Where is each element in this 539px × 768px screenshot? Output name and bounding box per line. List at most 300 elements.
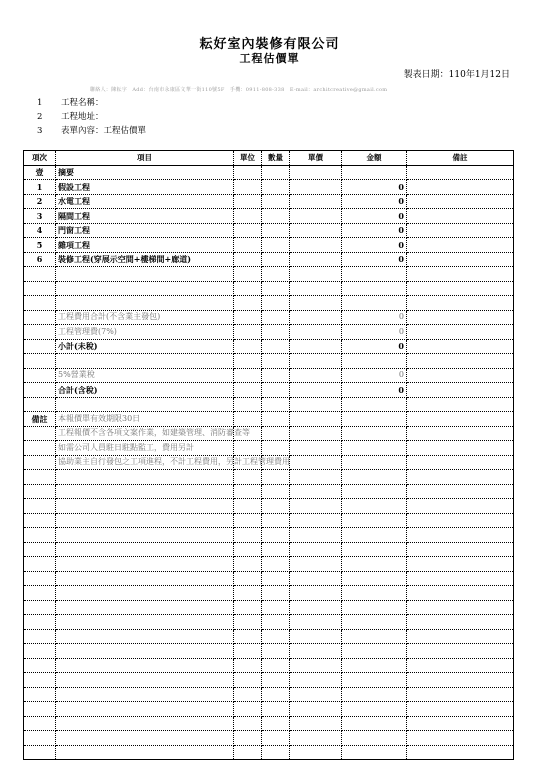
table-row bbox=[24, 586, 514, 601]
cell-amount bbox=[342, 528, 407, 543]
cell-unit bbox=[234, 180, 262, 195]
cell-remark bbox=[407, 716, 514, 731]
cell-no bbox=[24, 731, 56, 746]
cell-unit bbox=[234, 441, 262, 456]
cell-unit bbox=[234, 644, 262, 659]
cell-item: 雜項工程 bbox=[56, 238, 234, 253]
table-row bbox=[24, 513, 514, 528]
cell-no: 備註 bbox=[24, 412, 56, 427]
contact-line: 聯絡人：陳耘宇 Add：台南市永康區文華一街110號5F 手機：0911-808-338 E-mail：architcreative@gmail.com bbox=[90, 87, 388, 93]
cell-qty bbox=[262, 745, 290, 760]
cell-item bbox=[56, 281, 234, 296]
cell-remark bbox=[407, 223, 514, 238]
cell-item: 假設工程 bbox=[56, 180, 234, 195]
cell-no bbox=[24, 702, 56, 717]
cell-amount bbox=[342, 615, 407, 630]
cell-amount bbox=[342, 499, 407, 514]
cell-unit bbox=[234, 383, 262, 398]
cell-item bbox=[56, 731, 234, 746]
cell-qty bbox=[262, 267, 290, 282]
cell-remark bbox=[407, 513, 514, 528]
cell-no bbox=[24, 542, 56, 557]
cell-amount: 0 bbox=[342, 180, 407, 195]
cell-price bbox=[290, 513, 342, 528]
cell-item: 協助業主自行發包之工項進程，不計工程費用，另計工程管理費用 bbox=[56, 455, 234, 470]
cell-amount: 0 bbox=[342, 223, 407, 238]
header-remark: 備註 bbox=[407, 151, 514, 166]
cell-price bbox=[290, 368, 342, 383]
table-row bbox=[24, 644, 514, 659]
cell-amount bbox=[342, 484, 407, 499]
cell-item: 工程報價不含各項文案作業，如建築管理、消防審查等 bbox=[56, 426, 234, 441]
header-no: 項次 bbox=[24, 151, 56, 166]
cell-qty bbox=[262, 412, 290, 427]
cell-price bbox=[290, 267, 342, 282]
cell-no: 4 bbox=[24, 223, 56, 238]
cell-qty bbox=[262, 194, 290, 209]
cell-remark bbox=[407, 412, 514, 427]
cell-item bbox=[56, 484, 234, 499]
cell-amount bbox=[342, 470, 407, 485]
cell-amount bbox=[342, 571, 407, 586]
cell-unit bbox=[234, 571, 262, 586]
table-row bbox=[24, 397, 514, 412]
cell-item bbox=[56, 687, 234, 702]
cell-item bbox=[56, 644, 234, 659]
info-number: 2 bbox=[37, 112, 43, 122]
cell-no bbox=[24, 441, 56, 456]
table-row bbox=[24, 731, 514, 746]
header-amount: 金額 bbox=[342, 151, 407, 166]
cell-price bbox=[290, 557, 342, 572]
cell-price bbox=[290, 296, 342, 311]
cell-price bbox=[290, 325, 342, 340]
cell-price bbox=[290, 354, 342, 369]
cell-amount bbox=[342, 426, 407, 441]
cell-qty bbox=[262, 571, 290, 586]
cell-no bbox=[24, 368, 56, 383]
cell-qty bbox=[262, 600, 290, 615]
cell-remark bbox=[407, 673, 514, 688]
cell-amount bbox=[342, 702, 407, 717]
cell-item: 本報價單有效期限30日 bbox=[56, 412, 234, 427]
cell-qty bbox=[262, 238, 290, 253]
cell-price bbox=[290, 339, 342, 354]
cell-price bbox=[290, 673, 342, 688]
info-number: 3 bbox=[37, 126, 43, 136]
table-row bbox=[24, 426, 514, 441]
cell-item bbox=[56, 267, 234, 282]
cell-qty bbox=[262, 180, 290, 195]
cell-no: 1 bbox=[24, 180, 56, 195]
table-row bbox=[24, 412, 514, 427]
header-item: 項目 bbox=[56, 151, 234, 166]
cell-unit bbox=[234, 339, 262, 354]
cell-price bbox=[290, 484, 342, 499]
table-row bbox=[24, 557, 514, 572]
cell-qty bbox=[262, 731, 290, 746]
cell-no bbox=[24, 629, 56, 644]
info-number: 1 bbox=[37, 98, 43, 108]
cell-unit bbox=[234, 513, 262, 528]
table-row bbox=[24, 600, 514, 615]
cell-remark bbox=[407, 209, 514, 224]
cell-qty bbox=[262, 368, 290, 383]
cell-remark bbox=[407, 397, 514, 412]
cell-unit bbox=[234, 397, 262, 412]
cell-no: 5 bbox=[24, 238, 56, 253]
cell-no bbox=[24, 600, 56, 615]
cell-remark bbox=[407, 180, 514, 195]
cell-item bbox=[56, 658, 234, 673]
info-text: 工程名稱： bbox=[61, 98, 104, 108]
table-row bbox=[24, 296, 514, 311]
cell-remark bbox=[407, 267, 514, 282]
cell-item bbox=[56, 745, 234, 760]
cell-item: 摘要 bbox=[56, 165, 234, 180]
cell-qty bbox=[262, 470, 290, 485]
cell-qty bbox=[262, 542, 290, 557]
table-row bbox=[24, 716, 514, 731]
cell-item: 如需公司人員駐日駐點監工，費用另計 bbox=[56, 441, 234, 456]
cell-item bbox=[56, 528, 234, 543]
table-row bbox=[24, 180, 514, 195]
cell-price bbox=[290, 470, 342, 485]
cell-amount bbox=[342, 586, 407, 601]
cell-no bbox=[24, 484, 56, 499]
cell-remark bbox=[407, 586, 514, 601]
cell-remark bbox=[407, 238, 514, 253]
table-row bbox=[24, 687, 514, 702]
cell-unit bbox=[234, 600, 262, 615]
cell-remark bbox=[407, 252, 514, 267]
cell-unit bbox=[234, 470, 262, 485]
cell-no bbox=[24, 296, 56, 311]
cell-remark bbox=[407, 528, 514, 543]
cell-unit bbox=[234, 325, 262, 340]
info-form-content bbox=[37, 124, 146, 136]
cell-amount bbox=[342, 629, 407, 644]
table-row bbox=[24, 629, 514, 644]
cell-remark bbox=[407, 542, 514, 557]
cell-unit bbox=[234, 368, 262, 383]
company-name: 耘好室內裝修有限公司 bbox=[199, 37, 340, 52]
cell-unit bbox=[234, 354, 262, 369]
cell-item bbox=[56, 397, 234, 412]
info-project-name bbox=[37, 96, 104, 108]
cell-qty bbox=[262, 426, 290, 441]
cell-amount bbox=[342, 644, 407, 659]
cell-no bbox=[24, 745, 56, 760]
cell-unit bbox=[234, 296, 262, 311]
cell-remark bbox=[407, 354, 514, 369]
cell-no bbox=[24, 354, 56, 369]
cell-amount bbox=[342, 441, 407, 456]
cell-unit bbox=[234, 629, 262, 644]
cell-qty bbox=[262, 223, 290, 238]
cell-remark bbox=[407, 600, 514, 615]
cell-no bbox=[24, 499, 56, 514]
cell-price bbox=[290, 600, 342, 615]
table-row bbox=[24, 165, 514, 180]
cell-no bbox=[24, 571, 56, 586]
cell-remark bbox=[407, 441, 514, 456]
cell-remark bbox=[407, 557, 514, 572]
cell-qty bbox=[262, 644, 290, 659]
cell-qty bbox=[262, 716, 290, 731]
cell-item bbox=[56, 542, 234, 557]
cell-remark bbox=[407, 310, 514, 325]
cell-qty bbox=[262, 499, 290, 514]
cell-unit bbox=[234, 209, 262, 224]
cell-amount: 0 bbox=[342, 310, 407, 325]
table-row bbox=[24, 571, 514, 586]
table-row bbox=[24, 455, 514, 470]
cell-item bbox=[56, 615, 234, 630]
cell-amount bbox=[342, 165, 407, 180]
cell-no bbox=[24, 644, 56, 659]
cell-item: 工程費用合計(不含業主發包) bbox=[56, 310, 234, 325]
cell-price bbox=[290, 615, 342, 630]
cell-item bbox=[56, 470, 234, 485]
cell-qty bbox=[262, 252, 290, 267]
cell-price bbox=[290, 731, 342, 746]
cell-unit bbox=[234, 557, 262, 572]
cell-unit bbox=[234, 238, 262, 253]
cell-unit bbox=[234, 484, 262, 499]
cell-price bbox=[290, 542, 342, 557]
cell-no bbox=[24, 455, 56, 470]
cell-unit bbox=[234, 412, 262, 427]
cell-qty bbox=[262, 383, 290, 398]
cell-price bbox=[290, 658, 342, 673]
cell-qty bbox=[262, 687, 290, 702]
cell-item: 隔間工程 bbox=[56, 209, 234, 224]
cell-no bbox=[24, 325, 56, 340]
cell-remark bbox=[407, 194, 514, 209]
cell-no: 壹 bbox=[24, 165, 56, 180]
cell-amount bbox=[342, 731, 407, 746]
cell-qty bbox=[262, 702, 290, 717]
cell-remark bbox=[407, 455, 514, 470]
cell-amount: 0 bbox=[342, 383, 407, 398]
cell-no bbox=[24, 470, 56, 485]
table-row bbox=[24, 470, 514, 485]
cell-amount: 0 bbox=[342, 209, 407, 224]
info-project-address bbox=[37, 110, 104, 122]
cell-no bbox=[24, 267, 56, 282]
cell-unit bbox=[234, 716, 262, 731]
cell-qty bbox=[262, 441, 290, 456]
cell-price bbox=[290, 441, 342, 456]
cell-no bbox=[24, 716, 56, 731]
cell-remark bbox=[407, 368, 514, 383]
table-row bbox=[24, 615, 514, 630]
cell-remark bbox=[407, 281, 514, 296]
cell-amount bbox=[342, 687, 407, 702]
estimate-table bbox=[23, 150, 514, 760]
cell-price bbox=[290, 687, 342, 702]
cell-item: 合計(含稅) bbox=[56, 383, 234, 398]
cell-unit bbox=[234, 223, 262, 238]
cell-unit bbox=[234, 615, 262, 630]
cell-qty bbox=[262, 354, 290, 369]
table-row bbox=[24, 339, 514, 354]
cell-amount: 0 bbox=[342, 194, 407, 209]
cell-no: 2 bbox=[24, 194, 56, 209]
cell-amount bbox=[342, 673, 407, 688]
cell-no: 3 bbox=[24, 209, 56, 224]
header-unit: 單位 bbox=[234, 151, 262, 166]
cell-no bbox=[24, 383, 56, 398]
info-text: 表單內容：工程估價單 bbox=[61, 126, 147, 136]
cell-price bbox=[290, 629, 342, 644]
table-row bbox=[24, 383, 514, 398]
cell-amount bbox=[342, 412, 407, 427]
cell-price bbox=[290, 238, 342, 253]
cell-no bbox=[24, 615, 56, 630]
cell-qty bbox=[262, 513, 290, 528]
cell-item bbox=[56, 354, 234, 369]
cell-amount: 0 bbox=[342, 368, 407, 383]
cell-price bbox=[290, 455, 342, 470]
cell-unit bbox=[234, 542, 262, 557]
cell-remark bbox=[407, 383, 514, 398]
cell-amount bbox=[342, 296, 407, 311]
cell-no bbox=[24, 528, 56, 543]
prepared-date: 製表日期：110年1月12日 bbox=[403, 70, 510, 80]
table-row bbox=[24, 325, 514, 340]
cell-price bbox=[290, 745, 342, 760]
header-price: 單價 bbox=[290, 151, 342, 166]
cell-qty bbox=[262, 615, 290, 630]
cell-unit bbox=[234, 687, 262, 702]
cell-unit bbox=[234, 194, 262, 209]
cell-qty bbox=[262, 484, 290, 499]
cell-remark bbox=[407, 658, 514, 673]
cell-no bbox=[24, 339, 56, 354]
cell-remark bbox=[407, 644, 514, 659]
cell-price bbox=[290, 383, 342, 398]
cell-price bbox=[290, 252, 342, 267]
cell-no bbox=[24, 557, 56, 572]
cell-qty bbox=[262, 339, 290, 354]
cell-price bbox=[290, 528, 342, 543]
cell-qty bbox=[262, 325, 290, 340]
table-row bbox=[24, 745, 514, 760]
cell-remark bbox=[407, 470, 514, 485]
cell-amount bbox=[342, 716, 407, 731]
table-row bbox=[24, 223, 514, 238]
cell-unit bbox=[234, 528, 262, 543]
cell-unit bbox=[234, 731, 262, 746]
cell-amount bbox=[342, 354, 407, 369]
table-row bbox=[24, 658, 514, 673]
table-row bbox=[24, 368, 514, 383]
cell-remark bbox=[407, 687, 514, 702]
cell-no bbox=[24, 673, 56, 688]
cell-price bbox=[290, 426, 342, 441]
cell-remark bbox=[407, 484, 514, 499]
document-title: 工程估價單 bbox=[239, 52, 300, 65]
cell-item bbox=[56, 673, 234, 688]
table-row bbox=[24, 673, 514, 688]
table-row bbox=[24, 354, 514, 369]
cell-qty bbox=[262, 658, 290, 673]
table-row bbox=[24, 441, 514, 456]
cell-remark bbox=[407, 325, 514, 340]
cell-amount bbox=[342, 397, 407, 412]
table-row bbox=[24, 310, 514, 325]
cell-price bbox=[290, 281, 342, 296]
cell-price bbox=[290, 397, 342, 412]
cell-unit bbox=[234, 673, 262, 688]
table-row bbox=[24, 194, 514, 209]
cell-qty bbox=[262, 296, 290, 311]
cell-price bbox=[290, 165, 342, 180]
cell-item bbox=[56, 629, 234, 644]
table-row bbox=[24, 209, 514, 224]
cell-price bbox=[290, 223, 342, 238]
cell-price bbox=[290, 571, 342, 586]
cell-no bbox=[24, 281, 56, 296]
cell-price bbox=[290, 586, 342, 601]
cell-item bbox=[56, 499, 234, 514]
cell-item bbox=[56, 513, 234, 528]
cell-remark bbox=[407, 702, 514, 717]
cell-amount bbox=[342, 267, 407, 282]
header-qty: 數量 bbox=[262, 151, 290, 166]
cell-item: 工程管理費(7%) bbox=[56, 325, 234, 340]
cell-price bbox=[290, 702, 342, 717]
table-row bbox=[24, 281, 514, 296]
cell-item bbox=[56, 557, 234, 572]
table-row bbox=[24, 238, 514, 253]
cell-qty bbox=[262, 209, 290, 224]
cell-item: 裝修工程(穿展示空間+樓梯間+廊道) bbox=[56, 252, 234, 267]
cell-qty bbox=[262, 281, 290, 296]
cell-item: 5%營業稅 bbox=[56, 368, 234, 383]
cell-no: 6 bbox=[24, 252, 56, 267]
cell-no bbox=[24, 310, 56, 325]
cell-no bbox=[24, 397, 56, 412]
table-row bbox=[24, 499, 514, 514]
cell-remark bbox=[407, 571, 514, 586]
cell-no bbox=[24, 658, 56, 673]
cell-item bbox=[56, 571, 234, 586]
cell-qty bbox=[262, 528, 290, 543]
cell-item bbox=[56, 702, 234, 717]
cell-amount bbox=[342, 557, 407, 572]
cell-qty bbox=[262, 557, 290, 572]
cell-price bbox=[290, 644, 342, 659]
cell-no bbox=[24, 586, 56, 601]
cell-no bbox=[24, 426, 56, 441]
cell-item bbox=[56, 600, 234, 615]
cell-price bbox=[290, 499, 342, 514]
cell-qty bbox=[262, 397, 290, 412]
cell-unit bbox=[234, 281, 262, 296]
table-row bbox=[24, 252, 514, 267]
cell-qty bbox=[262, 629, 290, 644]
cell-unit bbox=[234, 267, 262, 282]
cell-unit bbox=[234, 745, 262, 760]
cell-amount bbox=[342, 745, 407, 760]
cell-price bbox=[290, 194, 342, 209]
cell-amount bbox=[342, 658, 407, 673]
cell-remark bbox=[407, 745, 514, 760]
table-header-row bbox=[24, 151, 514, 166]
